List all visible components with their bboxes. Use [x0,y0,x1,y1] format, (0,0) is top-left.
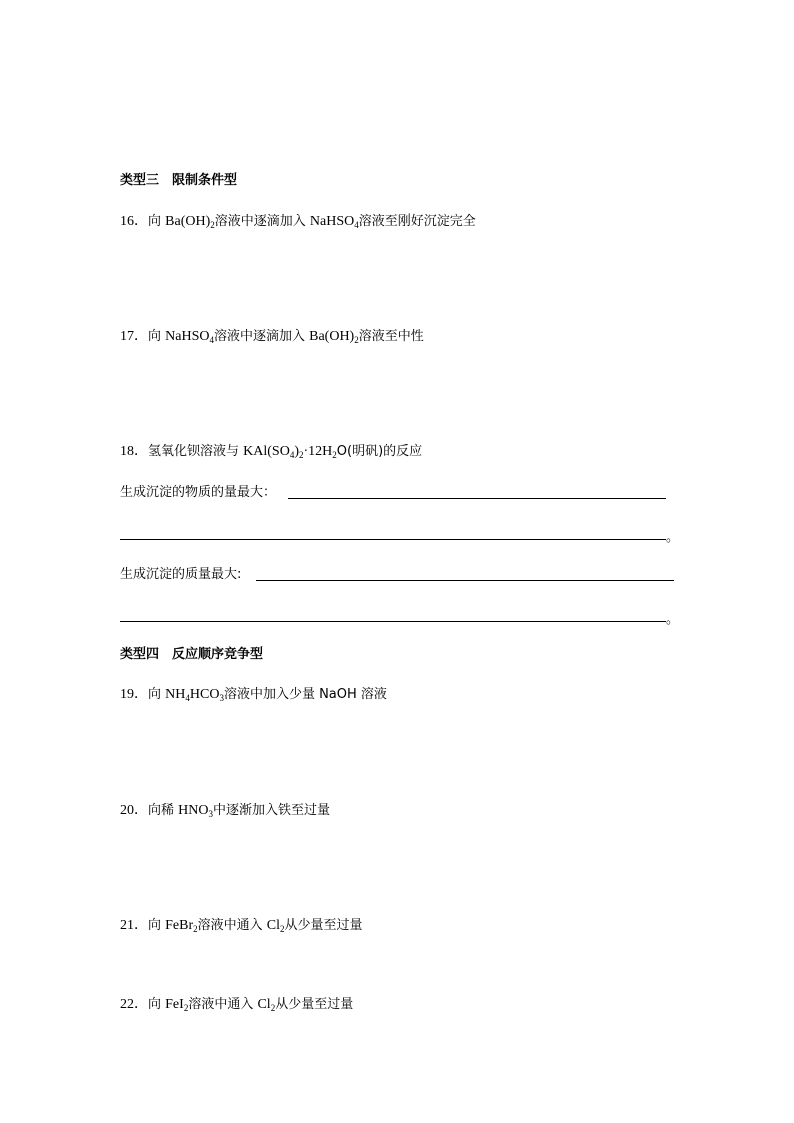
subscript: 4 [185,693,190,703]
answer-blank-line[interactable] [120,621,666,622]
period-mark: 。 [666,530,680,545]
section-heading-type3: 类型三 限制条件型 [120,173,238,188]
question-text: 向 [148,329,166,344]
formula: Ba(OH) [309,329,355,344]
question-text: 溶液中通入 [197,918,267,933]
question-number: 18． [120,444,148,459]
formula: KAl(SO [243,444,290,459]
question-18 [120,443,422,461]
question-text: 中逐渐加入铁至过量 [212,803,330,818]
blank2-label: 生成沉淀的质量最大: [120,567,242,582]
question-text: 从少量至过量 [284,918,363,933]
subscript: 2 [210,220,215,230]
question-text: 溶液中加入少量 NaOH 溶液 [223,687,387,702]
formula: Cl [266,918,281,933]
answer-blank-line[interactable] [288,498,666,499]
subscript: 2 [270,1003,276,1013]
question-text: 溶液中逐滴加入 [213,329,310,344]
question-text: 向 [148,687,166,702]
blank1-label: 生成沉淀的物质的量最大： [120,485,277,500]
question-text: 溶液中逐滴加入 [214,214,310,229]
question-20 [120,802,330,820]
formula: NH [165,687,186,702]
question-21 [120,917,363,935]
formula: HCO [189,687,220,702]
subscript: 4 [289,450,295,460]
formula: ·12H [303,444,333,459]
question-17 [120,328,424,346]
subscript: 3 [208,809,213,819]
question-number: 21． [120,918,148,933]
answer-blank-line[interactable] [256,580,674,581]
question-text: 向 [148,997,166,1012]
formula: HNO [178,803,209,818]
question-text: 溶液至中性 [358,329,424,344]
subscript: 4 [354,220,359,230]
subscript: 2 [193,924,198,934]
subscript: 2 [183,1003,189,1013]
formula: FeBr [165,918,194,933]
formula: NaHSO [309,214,355,229]
formula: FeI [165,997,184,1012]
question-text: O(明矾)的反应 [336,444,423,459]
question-text: 溶液至刚好沉淀完全 [358,214,476,229]
question-19 [120,686,387,704]
section-heading-type4: 类型四 反应顺序竞争型 [120,647,264,662]
question-16 [120,213,476,231]
formula: ) [294,444,299,459]
subscript: 3 [219,693,224,703]
subscript: 4 [209,335,214,345]
question-text: 向 [148,918,166,933]
question-text: 溶液中通入 [188,997,258,1012]
subscript: 2 [332,450,337,460]
question-text: 向稀 [148,803,179,818]
question-number: 17． [120,329,148,344]
question-text: 从少量至过量 [275,997,354,1012]
answer-blank-line[interactable] [120,539,666,540]
subscript: 2 [280,924,285,934]
question-number: 20． [120,803,148,818]
subscript: 2 [354,335,359,345]
formula: NaHSO [165,329,210,344]
question-number: 19． [120,687,148,702]
question-number: 22． [120,997,148,1012]
period-mark: 。 [666,612,680,627]
question-text: 向 [148,214,166,229]
question-22 [120,996,353,1014]
formula: Ba(OH) [165,214,211,229]
question-number: 16． [120,214,148,229]
formula: Cl [257,997,271,1012]
question-text: 氢氧化钡溶液与 [148,444,244,459]
subscript: 2 [298,450,304,460]
